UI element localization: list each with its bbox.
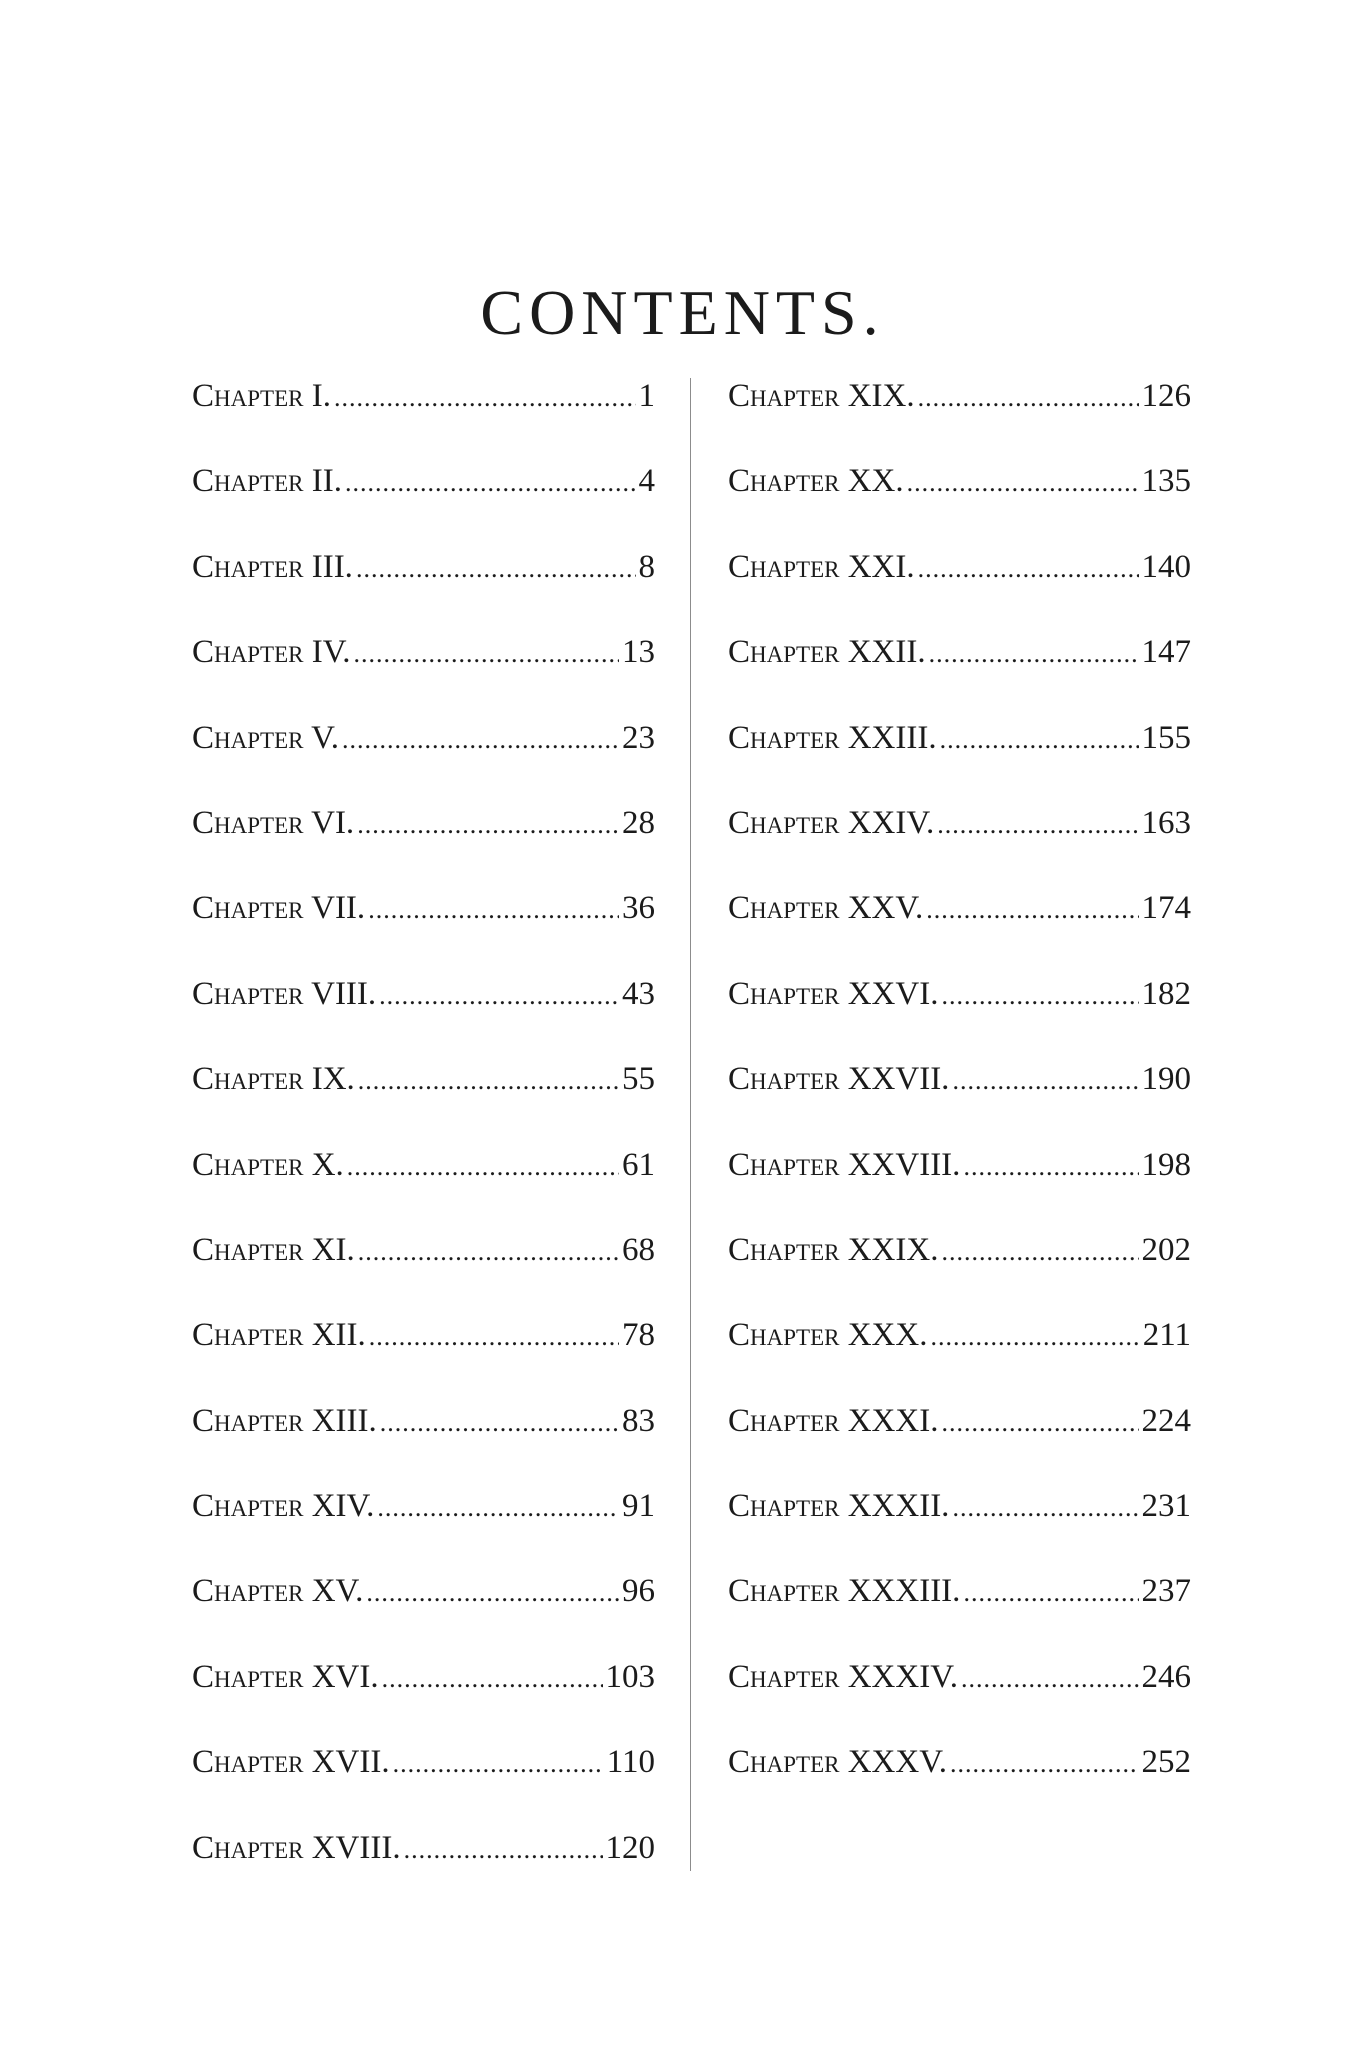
- page-number: 1: [638, 378, 655, 414]
- dot-leader: [366, 1578, 619, 1608]
- chapter-label: Chapter III.: [192, 548, 353, 585]
- dot-leader: [382, 1664, 603, 1694]
- dot-leader: [952, 1066, 1138, 1096]
- toc-entry[interactable]: [192, 1573, 655, 1658]
- toc-entry[interactable]: [192, 1061, 655, 1146]
- chapter-label: Chapter XXI.: [728, 548, 915, 585]
- toc-entry[interactable]: [728, 1488, 1191, 1573]
- dot-leader: [963, 1578, 1138, 1608]
- toc-entry[interactable]: [192, 378, 655, 463]
- toc-entry[interactable]: [192, 549, 655, 634]
- chapter-label: Chapter XXXIV.: [728, 1658, 959, 1695]
- chapter-label: Chapter IV.: [192, 634, 351, 671]
- dot-leader: [918, 554, 1139, 584]
- toc-entry[interactable]: [728, 1232, 1191, 1317]
- toc-entry[interactable]: [192, 1744, 655, 1829]
- toc-entry[interactable]: [192, 805, 655, 890]
- toc-entry[interactable]: [192, 463, 655, 548]
- dot-leader: [357, 810, 619, 840]
- chapter-label: Chapter XXVII.: [728, 1061, 950, 1098]
- page-number: 135: [1141, 463, 1191, 500]
- dot-leader: [404, 1835, 603, 1865]
- toc-entry[interactable]: [728, 976, 1191, 1061]
- toc-entry[interactable]: [728, 1744, 1191, 1829]
- toc-column-right: [728, 378, 1191, 1830]
- page-number: 8: [638, 548, 655, 585]
- page-number: 237: [1141, 1573, 1191, 1610]
- page-number: 110: [606, 1744, 655, 1781]
- page-number: 36: [622, 890, 655, 927]
- page-number: 83: [622, 1402, 655, 1439]
- dot-leader: [937, 810, 1138, 840]
- page-number: 68: [622, 1231, 655, 1268]
- dot-leader: [358, 1066, 619, 1096]
- page-number: 55: [622, 1061, 655, 1098]
- chapter-label: Chapter VII.: [192, 890, 366, 927]
- toc-entry[interactable]: [192, 1232, 655, 1317]
- toc-entry[interactable]: [728, 378, 1191, 463]
- dot-leader: [918, 383, 1139, 413]
- chapter-label: Chapter XXXIII.: [728, 1573, 961, 1610]
- chapter-label: Chapter XXXII.: [728, 1488, 950, 1525]
- toc-entry[interactable]: [728, 549, 1191, 634]
- page-number: 103: [605, 1658, 655, 1695]
- chapter-label: Chapter XVII.: [192, 1744, 390, 1781]
- dot-leader: [961, 1664, 1138, 1694]
- page-number: 224: [1141, 1402, 1191, 1439]
- toc-entry[interactable]: [192, 1488, 655, 1573]
- page-number: 198: [1141, 1146, 1191, 1183]
- toc-entry[interactable]: [192, 976, 655, 1061]
- chapter-label: Chapter X.: [192, 1146, 344, 1183]
- page-number: 43: [622, 975, 655, 1012]
- toc-entry[interactable]: [728, 634, 1191, 719]
- toc-entry[interactable]: [728, 1659, 1191, 1744]
- chapter-label: Chapter XXV.: [728, 890, 924, 927]
- page-number: 174: [1141, 890, 1191, 927]
- page-number: 28: [622, 804, 655, 841]
- dot-leader: [369, 1322, 619, 1352]
- chapter-label: Chapter XIV.: [192, 1488, 375, 1525]
- page-number: 246: [1141, 1658, 1191, 1695]
- page-number: 120: [605, 1829, 655, 1866]
- dot-leader: [354, 639, 619, 669]
- chapter-label: Chapter VIII.: [192, 975, 377, 1012]
- chapter-label: Chapter XV.: [192, 1573, 364, 1610]
- chapter-label: Chapter XXVIII.: [728, 1146, 961, 1183]
- chapter-label: Chapter V.: [192, 719, 339, 756]
- toc-entry[interactable]: [728, 720, 1191, 805]
- dot-leader: [926, 895, 1138, 925]
- dot-leader: [358, 1237, 619, 1267]
- chapter-label: Chapter XX.: [728, 463, 904, 500]
- dot-leader: [963, 1152, 1138, 1182]
- chapter-label: Chapter VI.: [192, 804, 355, 841]
- dot-leader: [940, 725, 1139, 755]
- dot-leader: [941, 1408, 1138, 1438]
- chapter-label: Chapter XVIII.: [192, 1829, 401, 1866]
- dot-leader: [907, 468, 1139, 498]
- chapter-label: Chapter XIII.: [192, 1402, 377, 1439]
- dot-leader: [941, 1237, 1138, 1267]
- chapter-label: Chapter XIX.: [728, 378, 915, 414]
- chapter-label: Chapter XXXI.: [728, 1402, 939, 1439]
- column-divider: [690, 378, 691, 1871]
- toc-entry[interactable]: [728, 1147, 1191, 1232]
- chapter-label: Chapter IX.: [192, 1061, 355, 1098]
- page-number: 91: [622, 1488, 655, 1525]
- page-number: 211: [1142, 1317, 1191, 1354]
- page-number: 140: [1141, 548, 1191, 585]
- toc-entry[interactable]: [192, 634, 655, 719]
- chapter-label: Chapter XXII.: [728, 634, 926, 671]
- page-number: 23: [622, 719, 655, 756]
- chapter-label: Chapter XVI.: [192, 1658, 379, 1695]
- page-number: 78: [622, 1317, 655, 1354]
- dot-leader: [377, 1493, 619, 1523]
- toc-entry[interactable]: [728, 805, 1191, 890]
- toc-entry[interactable]: [728, 1061, 1191, 1146]
- page-number: 126: [1141, 378, 1191, 414]
- page-number: 202: [1141, 1231, 1191, 1268]
- chapter-label: Chapter XXXV.: [728, 1744, 948, 1781]
- page-number: 155: [1141, 719, 1191, 756]
- toc-column-left: [192, 378, 655, 1915]
- dot-leader: [379, 981, 619, 1011]
- page-number: 163: [1141, 804, 1191, 841]
- page-number: 252: [1141, 1744, 1191, 1781]
- toc-entry[interactable]: [192, 1659, 655, 1744]
- chapter-label: Chapter XXIX.: [728, 1231, 939, 1268]
- toc-entry[interactable]: [192, 890, 655, 975]
- chapter-label: Chapter XXVI.: [728, 975, 939, 1012]
- dot-leader: [952, 1493, 1138, 1523]
- page-number: 231: [1141, 1488, 1191, 1525]
- chapter-label: Chapter XI.: [192, 1231, 355, 1268]
- toc-entry[interactable]: [192, 1317, 655, 1402]
- chapter-label: Chapter XII.: [192, 1317, 366, 1354]
- page-title: CONTENTS.: [480, 276, 885, 348]
- dot-leader: [929, 639, 1139, 669]
- page-number: 147: [1141, 634, 1191, 671]
- page-number: 4: [638, 463, 655, 500]
- page-number: 190: [1141, 1061, 1191, 1098]
- toc-entry[interactable]: [192, 1830, 655, 1915]
- chapter-label: Chapter II.: [192, 463, 342, 500]
- toc-entry[interactable]: [728, 1573, 1191, 1658]
- toc-entry[interactable]: [728, 463, 1191, 548]
- page-number: 96: [622, 1573, 655, 1610]
- chapter-label: Chapter XXX.: [728, 1317, 928, 1354]
- dot-leader: [380, 1408, 619, 1438]
- chapter-label: Chapter XXIII.: [728, 719, 937, 756]
- dot-leader: [950, 1749, 1138, 1779]
- dot-leader: [356, 554, 636, 584]
- dot-leader: [368, 895, 619, 925]
- page-number: 13: [622, 634, 655, 671]
- page-number: 182: [1141, 975, 1191, 1012]
- toc-entry[interactable]: [192, 1147, 655, 1232]
- toc-entry[interactable]: [192, 720, 655, 805]
- chapter-label: Chapter XXIV.: [728, 804, 935, 841]
- toc-entry[interactable]: [728, 1403, 1191, 1488]
- dot-leader: [941, 981, 1138, 1011]
- dot-leader: [342, 725, 619, 755]
- dot-leader: [393, 1749, 604, 1779]
- dot-leader: [930, 1322, 1139, 1352]
- dot-leader: [345, 468, 636, 498]
- toc-entry[interactable]: [192, 1403, 655, 1488]
- page-number: 61: [622, 1146, 655, 1183]
- toc-entry[interactable]: [728, 1317, 1191, 1402]
- toc-entry[interactable]: [728, 890, 1191, 975]
- chapter-label: Chapter I.: [192, 378, 331, 414]
- dot-leader: [334, 383, 636, 413]
- dot-leader: [347, 1152, 619, 1182]
